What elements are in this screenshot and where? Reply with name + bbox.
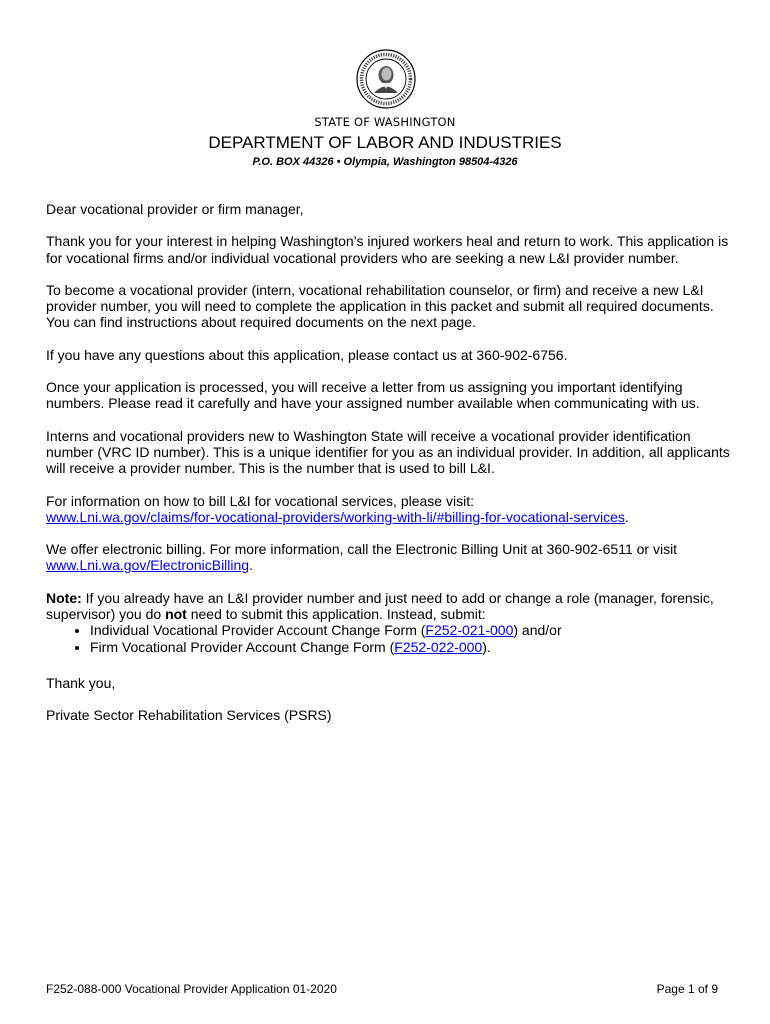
paragraph-billing-info — [46, 493, 736, 526]
paragraph-processing: Once your application is processed, you will receive a letter from us assigning you important identifying numbers. Please read it carefully and have your assigned number available when communicating with us. — [46, 379, 700, 412]
electronic-billing-link[interactable]: www.Lni.wa.gov/ElectronicBilling — [46, 557, 250, 574]
form-description: Individual Vocational Provider Account Change Form ( — [90, 622, 426, 639]
billing-info-period: . — [624, 508, 629, 525]
note-bold-not: not — [165, 606, 187, 623]
form-link-f252-022-000[interactable]: F252-022-000 — [394, 638, 483, 655]
forms-list — [46, 622, 736, 655]
signature: Private Sector Rehabilitation Services (PSRS) — [46, 707, 332, 724]
form-description: Firm Vocational Provider Account Change Form ( — [90, 638, 395, 655]
paragraph-contact: If you have any questions about this application, please contact us at 360-902-6756. — [46, 346, 568, 363]
electronic-billing-text: We offer electronic billing. For more information, call the Electronic Billing Unit at 360-902-6511 or visit — [46, 541, 678, 558]
note-text-1: If you already have an L&I provider number and just need to add or change a role (manager, forensic, supervisor) you do — [46, 589, 714, 623]
note-label: Note: — [46, 589, 82, 606]
note-text-2: need to submit this application. Instead, submit: — [186, 606, 486, 623]
list-item — [90, 639, 736, 655]
billing-info-link[interactable]: www.Lni.wa.gov/claims/for-vocational-providers/working-with-li/#billing-for-vocational-services — [46, 508, 625, 525]
salutation: Dear vocational provider or firm manager, — [46, 201, 304, 217]
list-item — [90, 622, 736, 638]
form-suffix: ). — [482, 638, 491, 655]
form-link-f252-021-000[interactable]: F252-021-000 — [425, 622, 514, 639]
billing-info-text: For information on how to bill L&I for vocational services, please visit: — [46, 492, 474, 509]
paragraph-requirements: To become a vocational provider (intern, vocational rehabilitation counselor, or firm) and receive a new L&I provider number, you will need to complete the application in this packet and submit all required documents. You can find instructions about required documents on the next page. — [46, 281, 714, 331]
footer-page-number: Page 1 of 9 — [656, 982, 718, 996]
footer-form-id: F252-088-000 Vocational Provider Application 01-2020 — [46, 982, 337, 996]
state-seal-logo — [356, 49, 416, 109]
paragraph-identifiers: Interns and vocational providers new to Washington State will receive a vocational provider identification number (VRC ID number). This is a unique identifier for you as an individual provider. In addition, all applicants will receive a provider number. This is the number that is used to bill L&I. — [46, 427, 730, 477]
paragraph-intro: Thank you for your interest in helping Washington’s injured workers heal and return to work. This application is for vocational firms and/or individual vocational providers who are seeking a new L&I provider number. — [46, 233, 729, 266]
state-name: STATE OF WASHINGTON — [314, 115, 456, 129]
electronic-billing-period: . — [249, 557, 253, 574]
paragraph-electronic-billing — [46, 541, 736, 574]
department-title: DEPARTMENT OF LABOR AND INDUSTRIES — [208, 133, 562, 152]
department-address: P.O. BOX 44326 • Olympia, Washington 98504-4326 — [252, 156, 518, 168]
form-suffix: ) and/or — [513, 622, 562, 639]
paragraph-note — [46, 590, 736, 623]
closing: Thank you, — [46, 674, 116, 691]
letter-body — [46, 201, 736, 740]
